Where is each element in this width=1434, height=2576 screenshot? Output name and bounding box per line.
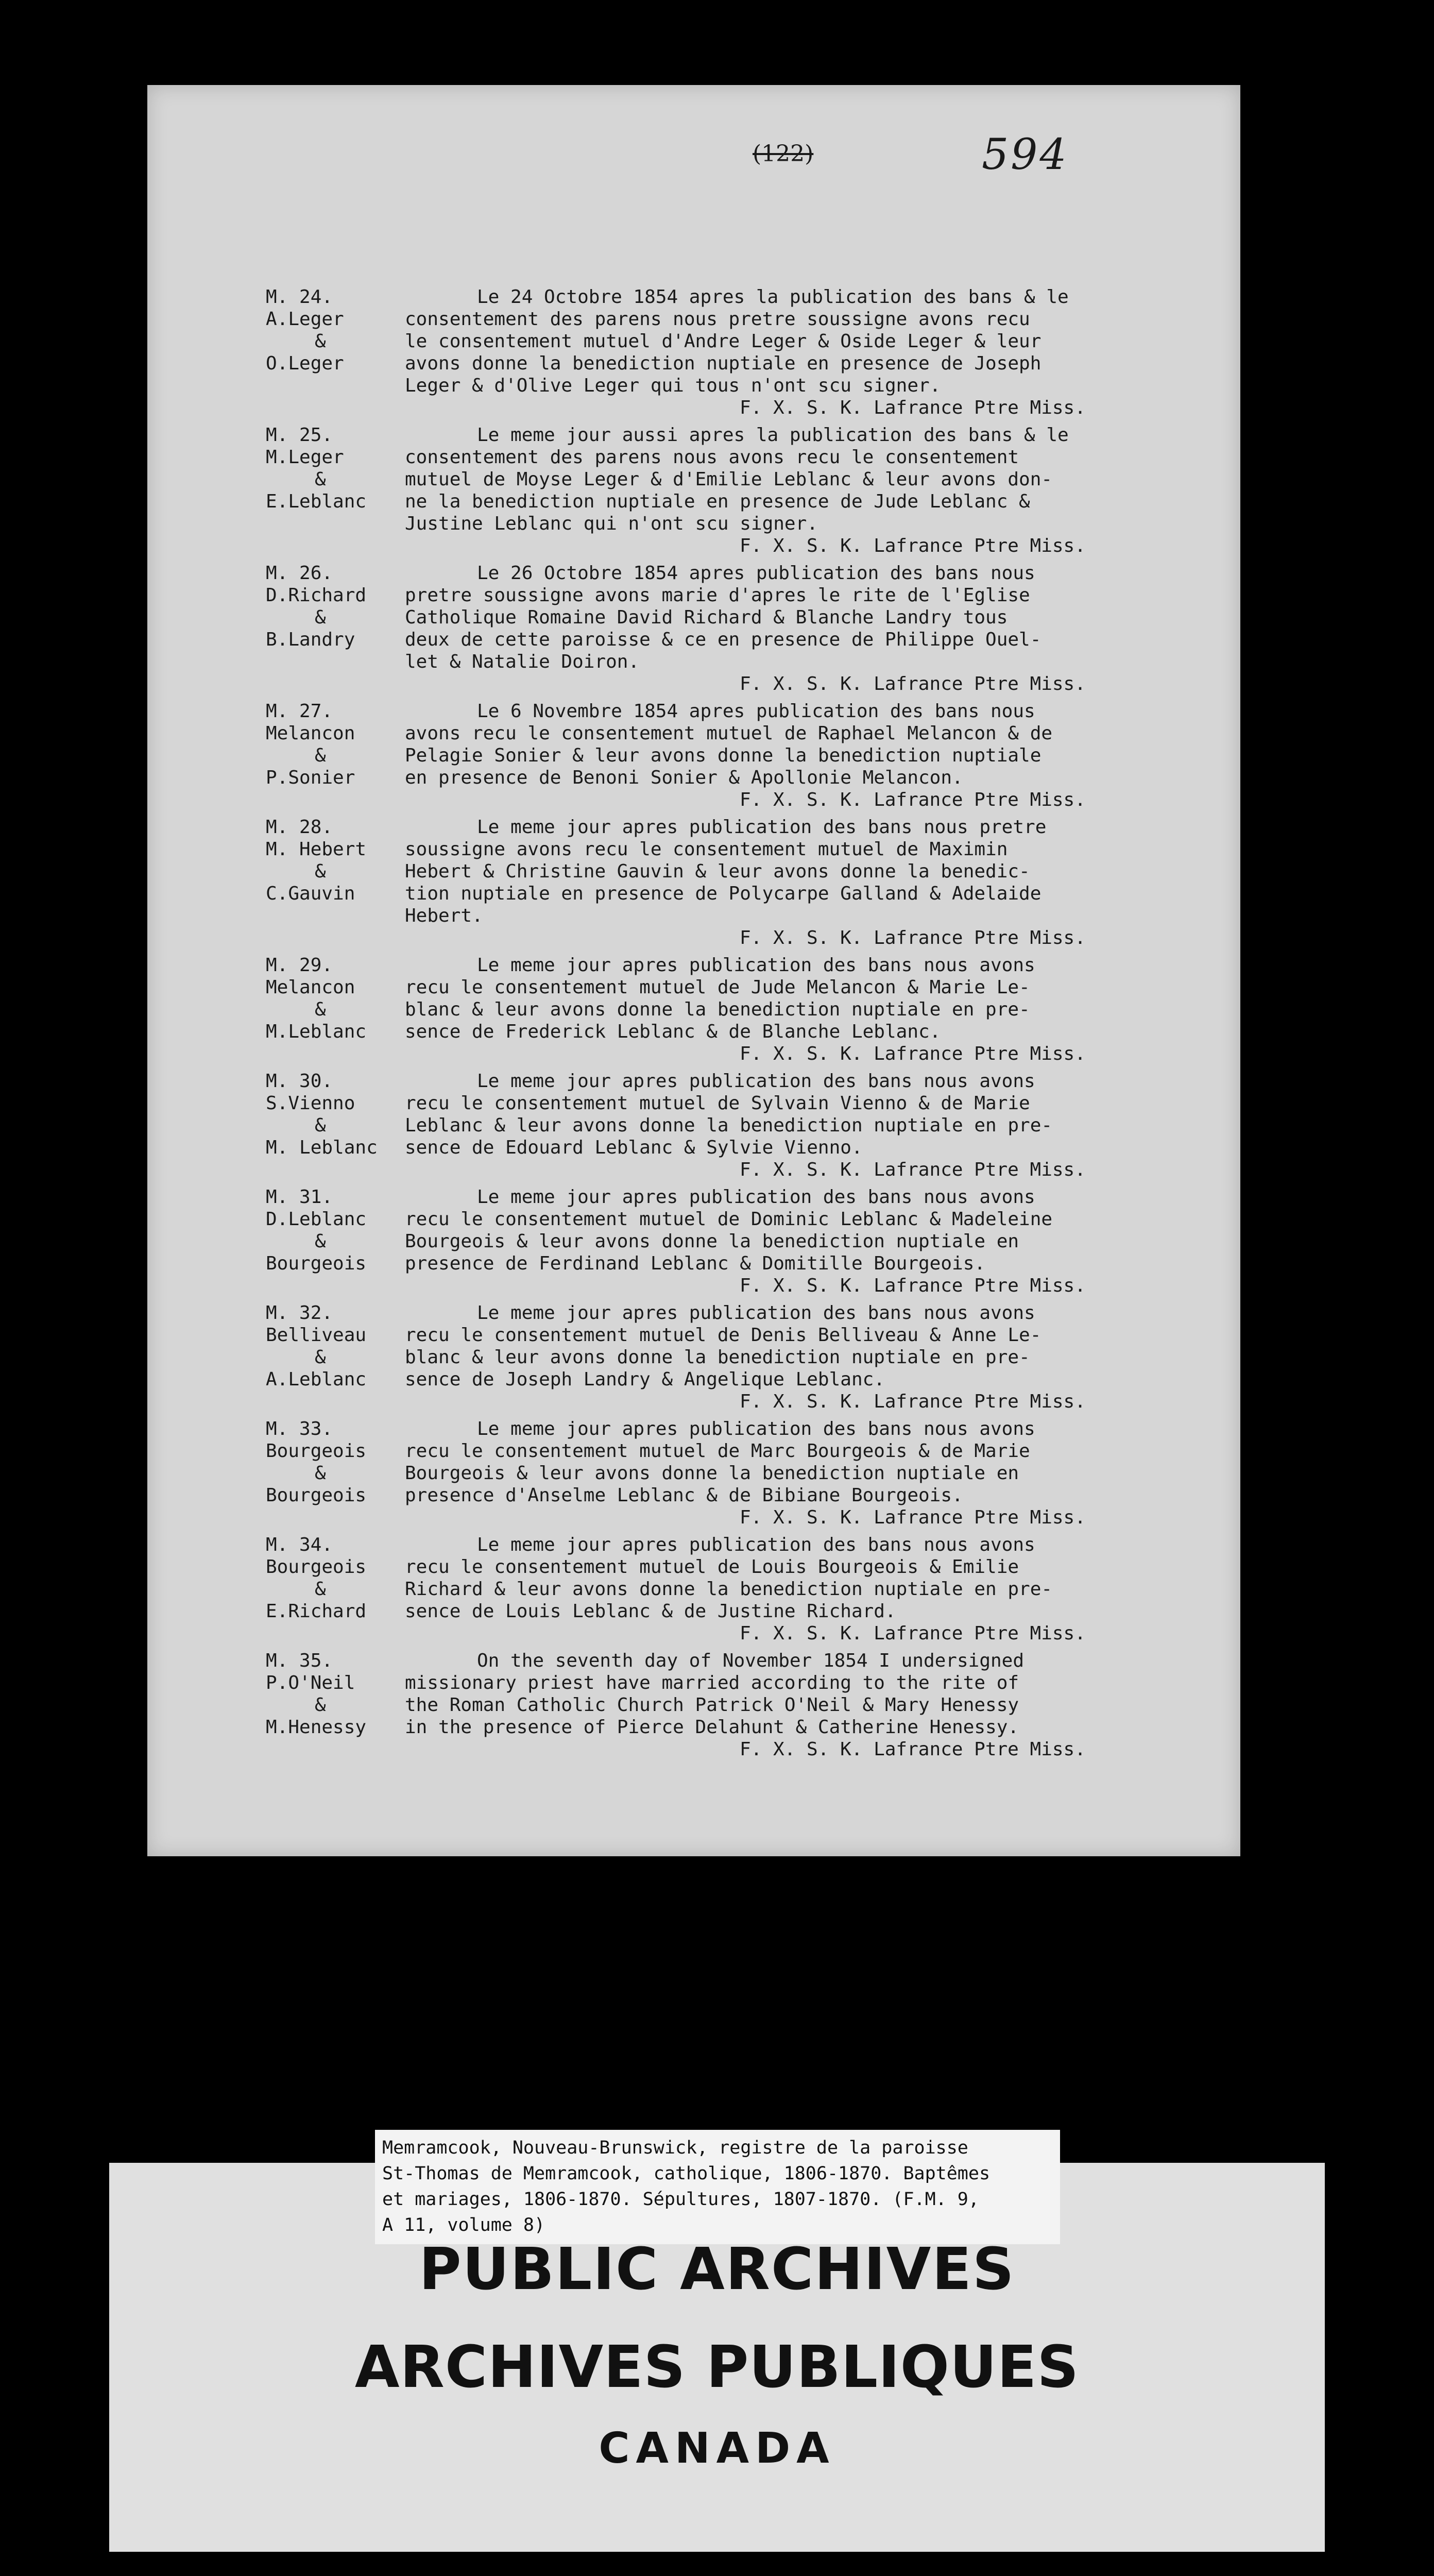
entry-text-line: tion nuptiale en presence de Polycarpe Galland & Adelaide [405, 883, 1042, 904]
entry-text-line: sence de Louis Leblanc & de Justine Richard. [405, 1601, 896, 1622]
spouse-name: D.Leblanc [266, 1209, 367, 1230]
entry-names [266, 1534, 405, 1622]
entry-names [266, 816, 405, 905]
spouse-name: C.Gauvin [266, 883, 355, 904]
spouse-name: O.Leger [266, 353, 344, 374]
spouse-name: M. Hebert [266, 839, 367, 860]
entry-text-line: recu le consentement mutuel de Dominic Leblanc & Madeleine [405, 1209, 1053, 1230]
entry-body [405, 1302, 1208, 1413]
entry-text-line: consentement des parens nous pretre soussigne avons recu [405, 309, 1030, 330]
register-page [147, 85, 1240, 1856]
priest-signature: F. X. S. K. Lafrance Ptre Miss. [740, 1739, 1086, 1760]
spouse-name: A.Leblanc [266, 1369, 367, 1390]
priest-signature: F. X. S. K. Lafrance Ptre Miss. [740, 1275, 1086, 1296]
entry-text-line: Bourgeois & leur avons donne la benediction nuptiale en [405, 1463, 1019, 1484]
marriage-entry [147, 1302, 1240, 1413]
entry-text-line: sence de Frederick Leblanc & de Blanche Leblanc. [405, 1021, 941, 1042]
entry-text-line: recu le consentement mutuel de Louis Bourgeois & Emilie [405, 1556, 1019, 1578]
entry-text-line: missionary priest have married according to the rite of [405, 1672, 1019, 1693]
entry-text-line: recu le consentement mutuel de Denis Belliveau & Anne Le- [405, 1325, 1042, 1346]
entry-body [405, 1534, 1208, 1645]
spouse-name: E.Leblanc [266, 491, 367, 512]
entry-text-line: in the presence of Pierce Delahunt & Catherine Henessy. [405, 1717, 1019, 1738]
marriage-entries [147, 286, 1240, 1766]
entry-text-line: Le meme jour apres publication des bans nous avons [477, 1534, 1035, 1555]
entry-names [266, 700, 405, 789]
spouse-name: M.Leger [266, 447, 344, 468]
entry-number: M. 34. [266, 1534, 333, 1555]
entry-text-line: Bourgeois & leur avons donne la benediction nuptiale en [405, 1231, 1019, 1252]
spouse-name: B.Landry [266, 629, 355, 650]
entry-names [266, 1302, 405, 1391]
entry-body [405, 1186, 1208, 1297]
entry-text-line: Justine Leblanc qui n'ont scu signer. [405, 513, 818, 534]
marriage-entry [147, 1418, 1240, 1529]
spouse-name: & [315, 1694, 326, 1716]
entry-body [405, 562, 1208, 695]
spouse-name: & [315, 1115, 326, 1136]
entry-body [405, 1650, 1208, 1760]
entry-text-line: recu le consentement mutuel de Sylvain Vienno & de Marie [405, 1093, 1030, 1114]
handwritten-page-number: 594 [982, 130, 1069, 179]
entry-text-line: le consentement mutuel d'Andre Leger & Oside Leger & leur [405, 331, 1042, 352]
marriage-entry [147, 700, 1240, 811]
entry-names [266, 1418, 405, 1506]
spouse-name: & [315, 745, 326, 766]
caption-line: St-Thomas de Memramcook, catholique, 1806-1870. Baptêmes [382, 2163, 991, 2184]
entry-body [405, 424, 1208, 557]
marriage-entry [147, 562, 1240, 695]
priest-signature: F. X. S. K. Lafrance Ptre Miss. [740, 1159, 1086, 1180]
marriage-entry [147, 1534, 1240, 1645]
priest-signature: F. X. S. K. Lafrance Ptre Miss. [740, 673, 1086, 694]
spouse-name: M.Leblanc [266, 1021, 367, 1042]
entry-body [405, 1070, 1208, 1181]
entry-text-line: Richard & leur avons donne la benediction nuptiale en pre- [405, 1579, 1053, 1600]
entry-body [405, 700, 1208, 811]
entry-text-line: recu le consentement mutuel de Marc Bourgeois & de Marie [405, 1440, 1030, 1462]
spouse-name: & [315, 1579, 326, 1600]
entry-text-line: sence de Joseph Landry & Angelique Leblanc. [405, 1369, 885, 1390]
entry-body [405, 1418, 1208, 1529]
entry-text-line: Le meme jour apres publication des bans nous avons [477, 1418, 1035, 1439]
stamp-caption [375, 2130, 1060, 2244]
entry-text-line: Pelagie Sonier & leur avons donne la benediction nuptiale [405, 745, 1042, 766]
entry-number: M. 31. [266, 1187, 333, 1208]
entry-text-line: On the seventh day of November 1854 I undersigned [477, 1650, 1025, 1671]
spouse-name: & [315, 331, 326, 352]
stamp-public-archives: PUBLIC ARCHIVES [419, 2236, 1015, 2303]
entry-names [266, 424, 405, 513]
marriage-entry [147, 1650, 1240, 1760]
priest-signature: F. X. S. K. Lafrance Ptre Miss. [740, 535, 1086, 556]
entry-text-line: ne la benediction nuptiale en presence de Jude Leblanc & [405, 491, 1030, 512]
entry-number: M. 27. [266, 701, 333, 722]
priest-signature: F. X. S. K. Lafrance Ptre Miss. [740, 927, 1086, 948]
entry-number: M. 24. [266, 286, 333, 308]
stamp-canada: CANADA [599, 2424, 835, 2473]
entry-number: M. 32. [266, 1302, 333, 1324]
entry-text-line: pretre soussigne avons marie d'apres le rite de l'Eglise [405, 585, 1030, 606]
priest-signature: F. X. S. K. Lafrance Ptre Miss. [740, 1507, 1086, 1528]
spouse-name: P.O'Neil [266, 1672, 355, 1693]
entry-names [266, 1070, 405, 1159]
entry-text-line: Le meme jour apres publication des bans nous avons [477, 1302, 1035, 1324]
entry-number: M. 29. [266, 955, 333, 976]
entry-names [266, 1650, 405, 1738]
entry-text-line: let & Natalie Doiron. [405, 651, 640, 672]
spouse-name: & [315, 999, 326, 1020]
entry-text-line: blanc & leur avons donne la benediction nuptiale en pre- [405, 999, 1030, 1020]
entry-number: M. 26. [266, 563, 333, 584]
priest-signature: F. X. S. K. Lafrance Ptre Miss. [740, 1623, 1086, 1644]
entry-names [266, 1186, 405, 1275]
spouse-name: Bourgeois [266, 1485, 367, 1506]
spouse-name: & [315, 469, 326, 490]
entry-text-line: sence de Edouard Leblanc & Sylvie Vienno. [405, 1137, 863, 1158]
entry-text-line: Catholique Romaine David Richard & Blanche Landry tous [405, 607, 1008, 628]
spouse-name: Bourgeois [266, 1253, 367, 1274]
entry-names [266, 954, 405, 1043]
priest-signature: F. X. S. K. Lafrance Ptre Miss. [740, 1391, 1086, 1412]
entry-text-line: Le meme jour apres publication des bans nous avons [477, 1071, 1035, 1092]
marriage-entry [147, 1186, 1240, 1297]
entry-text-line: Le meme jour apres publication des bans nous pretre [477, 817, 1047, 838]
spouse-name: Belliveau [266, 1325, 367, 1346]
entry-text-line: presence d'Anselme Leblanc & de Bibiane Bourgeois. [405, 1485, 963, 1506]
spouse-name: & [315, 1231, 326, 1252]
spouse-name: Melancon [266, 723, 355, 744]
entry-text-line: avons donne la benediction nuptiale en presence de Joseph [405, 353, 1042, 374]
entry-body [405, 954, 1208, 1065]
spouse-name: Melancon [266, 977, 355, 998]
entry-number: M. 33. [266, 1418, 333, 1439]
entry-names [266, 286, 405, 375]
entry-body [405, 816, 1208, 949]
spouse-name: & [315, 1463, 326, 1484]
spouse-name: & [315, 1347, 326, 1368]
caption-line: A 11, volume 8) [382, 2215, 545, 2235]
spouse-name: P.Sonier [266, 767, 355, 788]
caption-line: Memramcook, Nouveau-Brunswick, registre de la paroisse [382, 2138, 968, 2158]
entry-text-line: avons recu le consentement mutuel de Raphael Melancon & de [405, 723, 1053, 744]
marriage-entry [147, 816, 1240, 949]
entry-text-line: consentement des parens nous avons recu le consentement [405, 447, 1019, 468]
marriage-entry [147, 1070, 1240, 1181]
spouse-name: M.Henessy [266, 1717, 367, 1738]
struck-page-number: (122) [753, 141, 814, 167]
entry-text-line: Leger & d'Olive Leger qui tous n'ont scu signer. [405, 375, 941, 396]
entry-text-line: mutuel de Moyse Leger & d'Emilie Leblanc & leur avons don- [405, 469, 1053, 490]
spouse-name: & [315, 861, 326, 882]
priest-signature: F. X. S. K. Lafrance Ptre Miss. [740, 789, 1086, 810]
marriage-entry [147, 286, 1240, 419]
entry-number: M. 28. [266, 817, 333, 838]
entry-text-line: Le meme jour apres publication des bans nous avons [477, 955, 1035, 976]
entry-text-line: recu le consentement mutuel de Jude Melancon & Marie Le- [405, 977, 1030, 998]
entry-text-line: Le meme jour apres publication des bans nous avons [477, 1187, 1035, 1208]
entry-text-line: deux de cette paroisse & ce en presence de Philippe Ouel- [405, 629, 1042, 650]
spouse-name: D.Richard [266, 585, 367, 606]
entry-text-line: Hebert. [405, 905, 483, 926]
entry-text-line: Le meme jour aussi apres la publication des bans & le [477, 425, 1069, 446]
entry-text-line: Le 26 Octobre 1854 apres publication des bans nous [477, 563, 1035, 584]
entry-text-line: Leblanc & leur avons donne la benediction nuptiale en pre- [405, 1115, 1053, 1136]
caption-line: et mariages, 1806-1870. Sépultures, 1807-1870. (F.M. 9, [382, 2189, 979, 2210]
spouse-name: A.Leger [266, 309, 344, 330]
entry-text-line: the Roman Catholic Church Patrick O'Neil & Mary Henessy [405, 1694, 1019, 1716]
entry-text-line: Le 6 Novembre 1854 apres publication des bans nous [477, 701, 1035, 722]
entry-text-line: Hebert & Christine Gauvin & leur avons donne la benedic- [405, 861, 1030, 882]
spouse-name: & [315, 607, 326, 628]
priest-signature: F. X. S. K. Lafrance Ptre Miss. [740, 397, 1086, 418]
entry-body [405, 286, 1208, 419]
stamp-archives-publiques: ARCHIVES PUBLIQUES [354, 2334, 1080, 2401]
spouse-name: M. Leblanc [266, 1137, 378, 1158]
spouse-name: E.Richard [266, 1601, 367, 1622]
entry-text-line: Le 24 Octobre 1854 apres la publication des bans & le [477, 286, 1069, 308]
entry-names [266, 562, 405, 651]
entry-text-line: en presence de Benoni Sonier & Apollonie Melancon. [405, 767, 963, 788]
marriage-entry [147, 954, 1240, 1065]
entry-number: M. 25. [266, 425, 333, 446]
entry-text-line: blanc & leur avons donne la benediction nuptiale en pre- [405, 1347, 1030, 1368]
entry-number: M. 35. [266, 1650, 333, 1671]
spouse-name: Bourgeois [266, 1440, 367, 1462]
entry-text-line: soussigne avons recu le consentement mutuel de Maximin [405, 839, 1008, 860]
spouse-name: S.Vienno [266, 1093, 355, 1114]
spouse-name: Bourgeois [266, 1556, 367, 1578]
marriage-entry [147, 424, 1240, 557]
entry-text-line: presence de Ferdinand Leblanc & Domitille Bourgeois. [405, 1253, 986, 1274]
entry-number: M. 30. [266, 1071, 333, 1092]
priest-signature: F. X. S. K. Lafrance Ptre Miss. [740, 1043, 1086, 1064]
